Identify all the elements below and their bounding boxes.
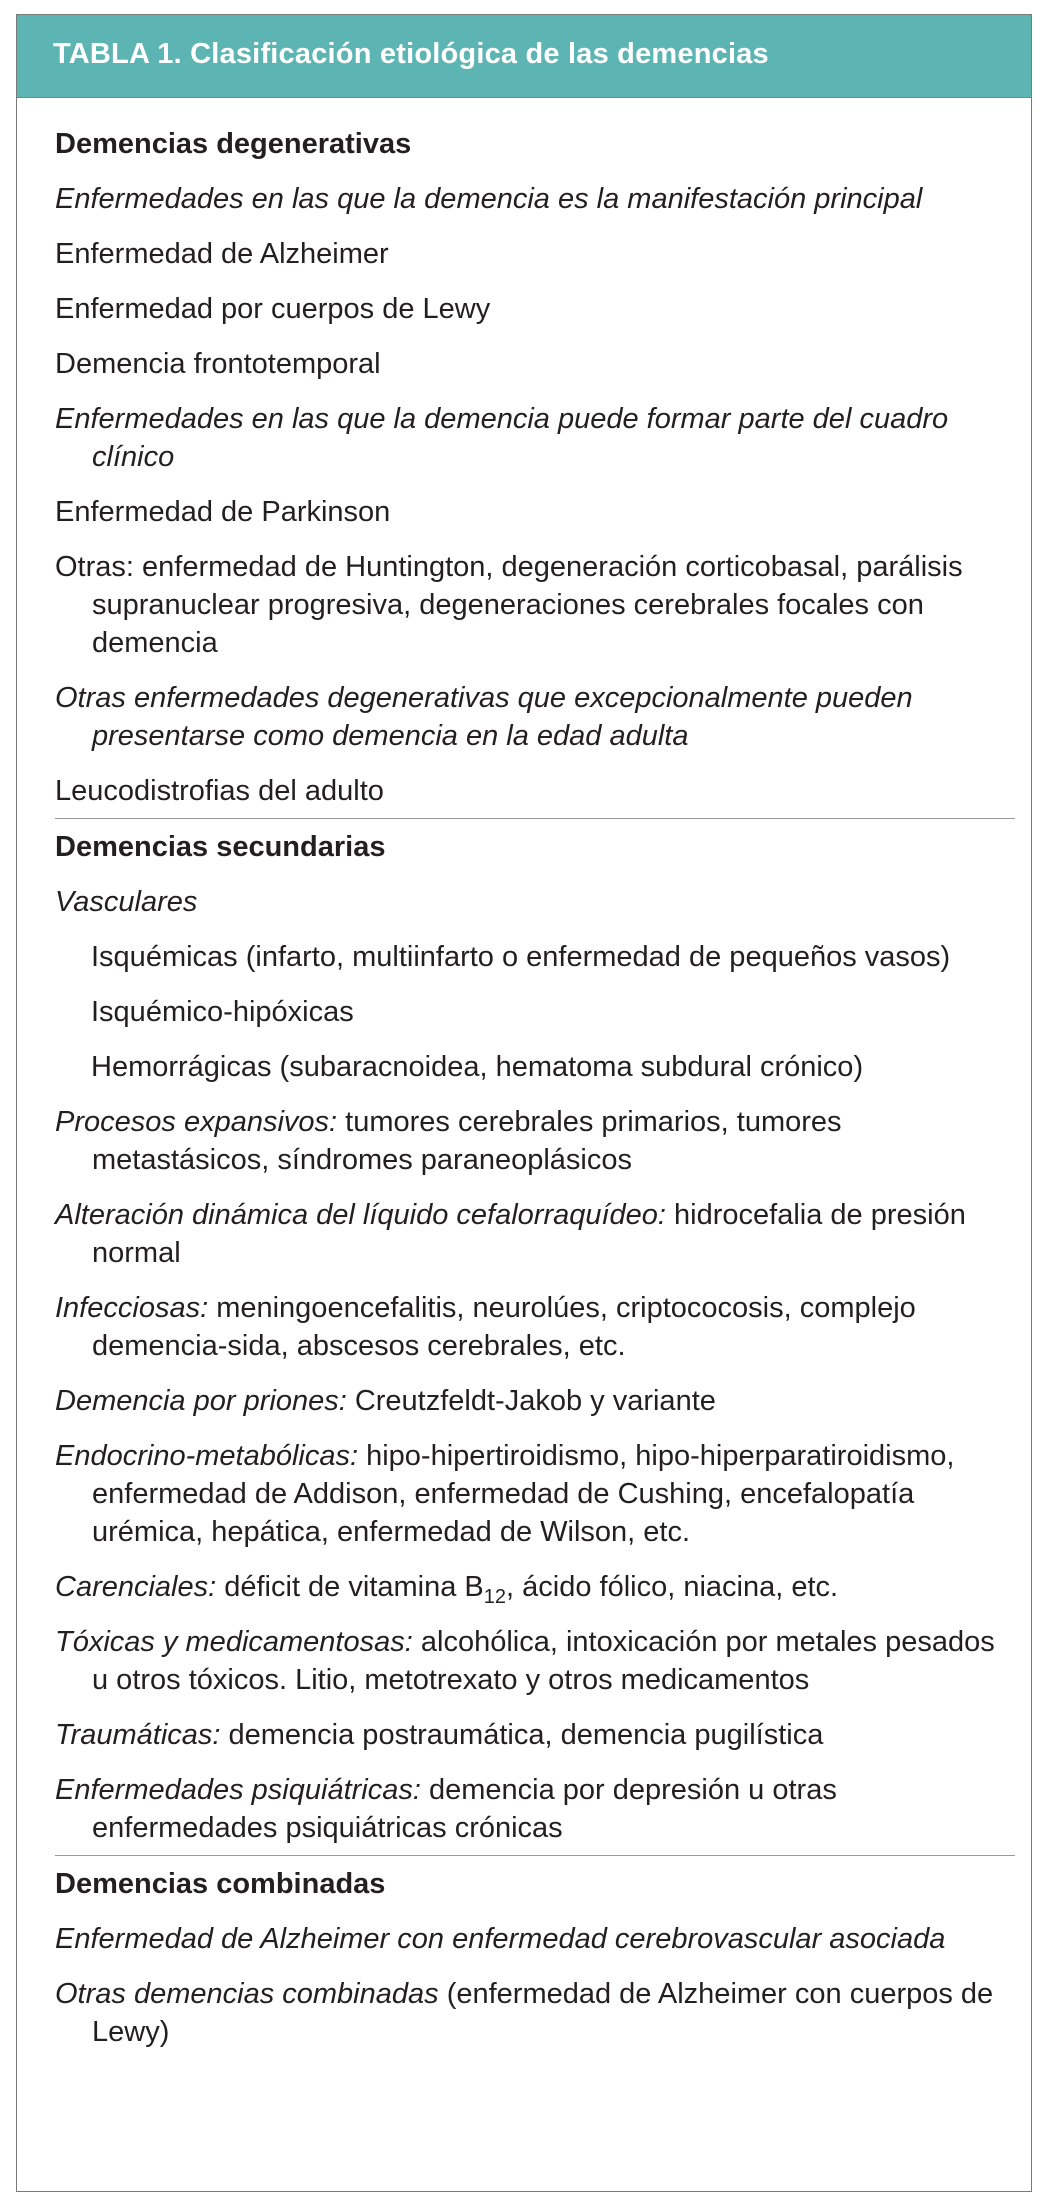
item-text: demencia por depresión u otras enfermedades psiquiátricas crónicas <box>92 1774 837 1844</box>
list-item: Enfermedad de Alzheimer con enfermedad cerebrovascular asociada <box>55 1923 946 1955</box>
item-label: Infecciosas: <box>55 1292 209 1324</box>
list-item: Demencia frontotemporal <box>55 348 381 380</box>
list-item <box>55 1437 1015 1551</box>
list-item: Hemorrágicas (subaracnoidea, hematoma subdural crónico) <box>91 1051 864 1083</box>
section-heading-combinadas: Demencias combinadas <box>55 1868 386 1900</box>
list-item: Isquémico-hipóxicas <box>91 996 354 1028</box>
subscript: 12 <box>483 1586 507 1608</box>
item-label: Alteración dinámica del líquido cefalorraquídeo: <box>55 1199 666 1231</box>
list-item <box>55 1196 1015 1272</box>
subcategory: Vasculares <box>55 886 198 918</box>
item-label: Traumáticas: <box>55 1719 221 1751</box>
item-text: tumores cerebrales primarios, tumores metastásicos, síndromes paraneoplásicos <box>92 1106 842 1176</box>
list-item <box>55 1382 1015 1420</box>
item-text: (enfermedad de Alzheimer con cuerpos de Lewy) <box>92 1978 994 2048</box>
subcategory: Enfermedades en las que la demencia es la manifestación principal <box>55 183 923 215</box>
item-label: Demencia por priones: <box>55 1385 347 1417</box>
section-heading-secundarias: Demencias secundarias <box>55 831 386 863</box>
item-text: déficit de vitamina B <box>216 1571 484 1603</box>
list-item: Enfermedad de Parkinson <box>55 496 391 528</box>
subcategory: Otras enfermedades degenerativas que excepcionalmente pueden presentarse como demencia en la edad adulta <box>55 682 913 752</box>
item-text: , ácido fólico, niacina, etc. <box>506 1571 839 1603</box>
list-item <box>55 1771 1015 1847</box>
item-text: meningoencefalitis, neurolúes, criptococosis, complejo demencia-sida, abscesos cerebrales, etc. <box>92 1292 916 1362</box>
list-item <box>55 1289 1015 1365</box>
item-text: hidrocefalia de presión normal <box>92 1199 966 1269</box>
item-label: Endocrino-metabólicas: <box>55 1440 359 1472</box>
list-item: Isquémicas (infarto, multiinfarto o enfermedad de pequeños vasos) <box>91 941 951 973</box>
section-heading-degenerativas: Demencias degenerativas <box>55 128 412 160</box>
list-item: Otras: enfermedad de Huntington, degeneración corticobasal, parálisis supranuclear progresiva, degeneraciones cerebrales focales con demencia <box>55 551 963 659</box>
item-text: hipo-hipertiroidismo, hipo-hiperparatiroidismo, enfermedad de Addison, enfermedad de Cushing, encefalopatía urémica, hepática, enfermedad de Wilson, etc. <box>92 1440 955 1548</box>
item-label: Otras demencias combinadas <box>55 1978 439 2010</box>
item-label: Tóxicas y medicamentosas: <box>55 1626 413 1658</box>
section-divider <box>55 818 1015 819</box>
list-item <box>55 1716 1015 1754</box>
list-item: Leucodistrofias del adulto <box>55 775 384 807</box>
item-text: demencia postraumática, demencia pugilística <box>220 1719 824 1751</box>
item-text: Creutzfeldt-Jakob y variante <box>346 1385 716 1417</box>
list-item: Enfermedad por cuerpos de Lewy <box>55 293 491 325</box>
item-text: alcohólica, intoxicación por metales pesados u otros tóxicos. Litio, metotrexato y otros medicamentos <box>92 1626 995 1696</box>
list-item <box>55 1103 1015 1179</box>
table-frame <box>16 14 1032 2192</box>
list-item <box>55 1623 1015 1699</box>
item-label: Enfermedades psiquiátricas: <box>55 1774 421 1806</box>
list-item <box>55 1568 1015 1606</box>
item-label: Carenciales: <box>55 1571 217 1603</box>
table-title: TABLA 1. Clasificación etiológica de las demencias <box>53 38 769 70</box>
item-label: Procesos expansivos: <box>55 1106 338 1138</box>
list-item <box>55 1975 1015 2051</box>
subcategory: Enfermedades en las que la demencia puede formar parte del cuadro clínico <box>55 403 949 473</box>
table-header <box>17 15 1031 98</box>
section-divider <box>55 1855 1015 1856</box>
list-item: Enfermedad de Alzheimer <box>55 238 389 270</box>
table-body <box>55 125 1015 2068</box>
